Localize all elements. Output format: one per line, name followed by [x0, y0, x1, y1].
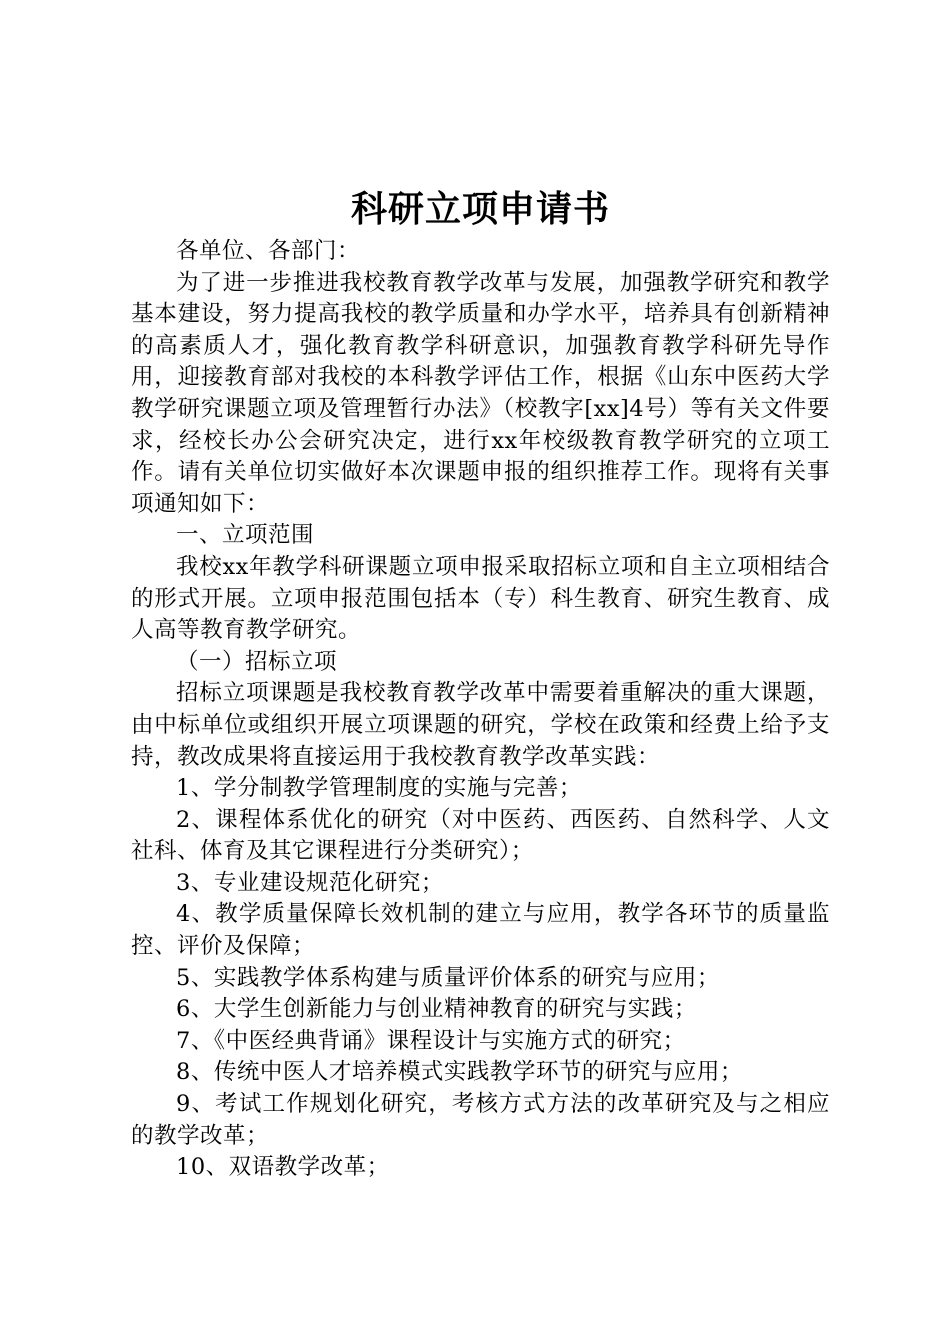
list-item: 4、教学质量保障长效机制的建立与应用，教学各环节的质量监控、评价及保障；: [131, 901, 830, 960]
document-title: 科研立项申请书: [350, 188, 610, 230]
list-item: 9、考试工作规划化研究，考核方式方法的改革研究及与之相应的教学改革；: [131, 1091, 830, 1149]
list-item: 6、大学生创新能力与创业精神教育的研究与实践；: [176, 996, 697, 1023]
list-item: 5、实践教学体系构建与质量评价体系的研究与应用；: [176, 964, 720, 991]
list-item: 1、学分制教学管理制度的实施与完善；: [176, 775, 582, 802]
list-item: 10、双语教学改革；: [176, 1154, 390, 1181]
list-item: 3、专业建设规范化研究；: [176, 869, 444, 896]
list-item: 7、《中医经典背诵》课程设计与实施方式的研究；: [176, 1027, 686, 1054]
scope-paragraph: 我校xx年教学科研课题立项申报采取招标立项和自主立项相结合的形式开展。立项申报范围包括本（专）科生教育、研究生教育、成人高等教育教学研究。: [131, 553, 830, 644]
subsection-heading-bidding: （一）招标立项: [176, 648, 338, 675]
list-item: 2、课程体系优化的研究（对中医药、西医药、自然科学、人文社科、体育及其它课程进行分类研究）；: [131, 806, 830, 865]
intro-paragraph: 为了进一步推进我校教育教学改革与发展，加强教学研究和教学基本建设，努力提高我校的教学质量和办学水平，培养具有创新精神的高素质人才，强化教育教学科研意识，加强教育教学科研先导作用，迎接教育部对我校的本科教学评估工作，根据《山东中医药大学教学研究课题立项及管理暂行办法》（校教字[xx]4号）等有关文件要求，经校长办公会研究决定，进行xx年校级教育教学研究的立项工作。请有关单位切实做好本次课题申报的组织推荐工作。现将有关事项通知如下：: [131, 269, 830, 517]
salutation: 各单位、各部门：: [176, 238, 361, 264]
section-heading-scope: 一、立项范围: [176, 522, 315, 549]
list-item: 8、传统中医人才培养模式实践教学环节的研究与应用；: [176, 1059, 743, 1086]
bidding-paragraph: 招标立项课题是我校教育教学改革中需要着重解决的重大课题，由中标单位或组织开展立项课题的研究，学校在政策和经费上给予支持，教改成果将直接运用于我校教育教学改革实践：: [131, 680, 830, 770]
document-body: [131, 184, 830, 1184]
